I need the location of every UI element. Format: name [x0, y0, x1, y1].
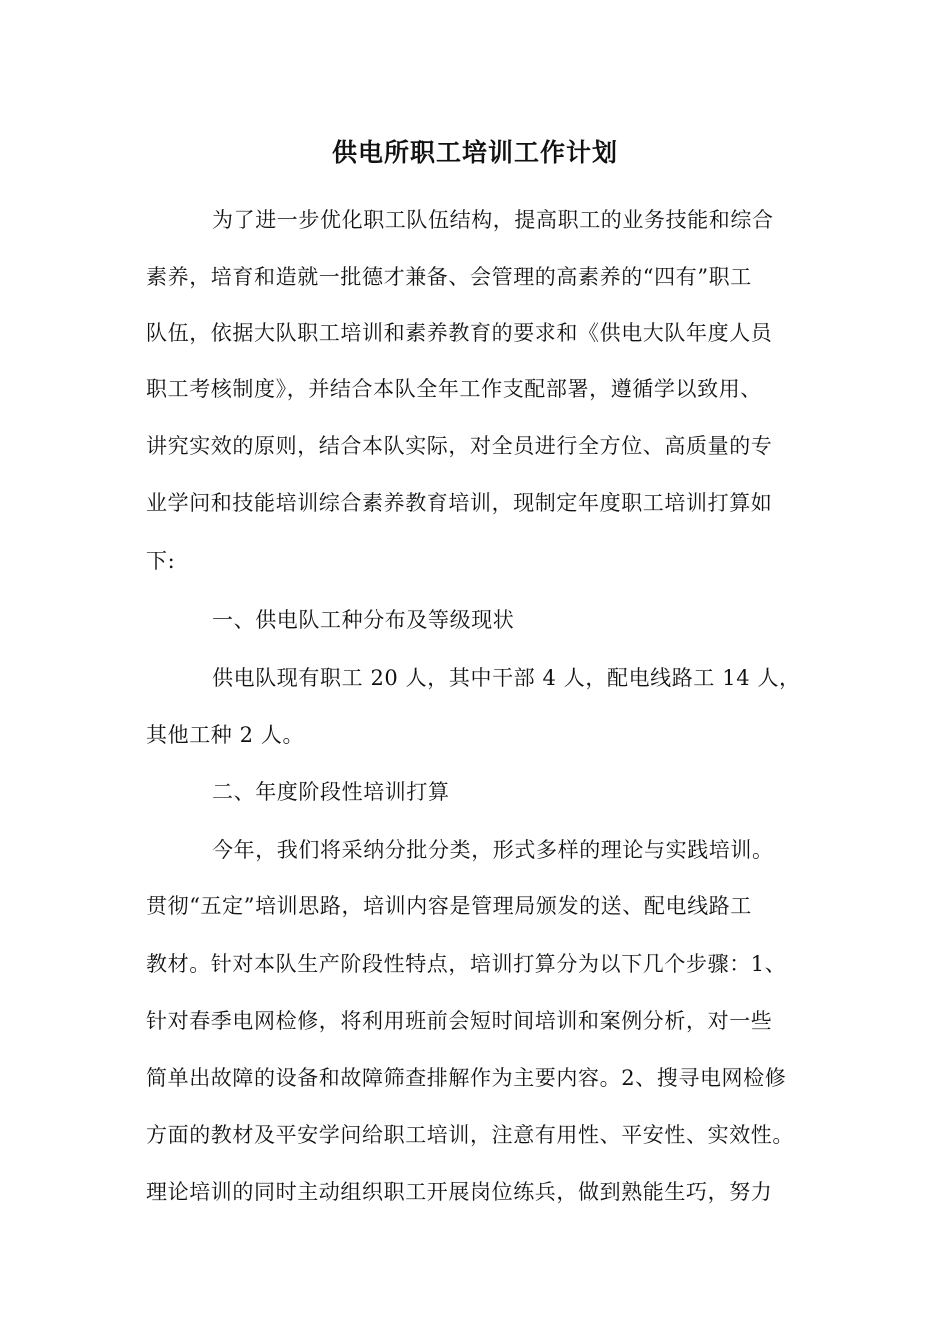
section-heading: 一、供电队工种分布及等级现状 [212, 608, 515, 632]
body-line: 下: [146, 549, 176, 573]
body-line: 队伍，依据大队职工培训和素养教育的要求和《供电大队年度人员 [146, 321, 773, 345]
body-line: 贯彻“五定”培训思路，培训内容是管理局颁发的送、配电线路工 [146, 894, 752, 918]
body-line: 今年，我们将采纳分批分类，形式多样的理论与实践培训。 [212, 838, 774, 862]
body-line: 为了进一步优化职工队伍结构，提高职工的业务技能和综合 [212, 208, 774, 232]
body-line: 方面的教材及平安学问给职工培训，注意有用性、平安性、实效性。 [146, 1123, 794, 1147]
body-line: 针对春季电网检修，将利用班前会短时间培训和案例分析，对一些 [146, 1009, 773, 1033]
body-line: 素养，培育和造就一批德才兼备、会管理的高素养的“四有”职工 [146, 265, 752, 289]
body-line: 业学问和技能培训综合素养教育培训，现制定年度职工培训打算如 [146, 491, 773, 515]
section-heading: 二、年度阶段性培训打算 [212, 780, 450, 804]
body-line: 供电队现有职工 20 人，其中干部 4 人，配电线路工 14 人， [212, 666, 801, 690]
body-line: 其他工种 2 人。 [146, 723, 305, 747]
body-line: 简单出故障的设备和故障筛查排解作为主要内容。2、搜寻电网检修 [146, 1066, 787, 1090]
body-line: 讲究实效的原则，结合本队实际，对全员进行全方位、高质量的专 [146, 434, 773, 458]
body-line: 教材。针对本队生产阶段性特点，培训打算分为以下几个步骤：1、 [146, 952, 787, 976]
body-line: 职工考核制度》，并结合本队全年工作支配部署，遵循学以致用、 [146, 377, 762, 401]
body-line: 理论培训的同时主动组织职工开展岗位练兵，做到熟能生巧，努力 [146, 1180, 773, 1204]
document-title: 供电所职工培训工作计划 [331, 138, 618, 167]
